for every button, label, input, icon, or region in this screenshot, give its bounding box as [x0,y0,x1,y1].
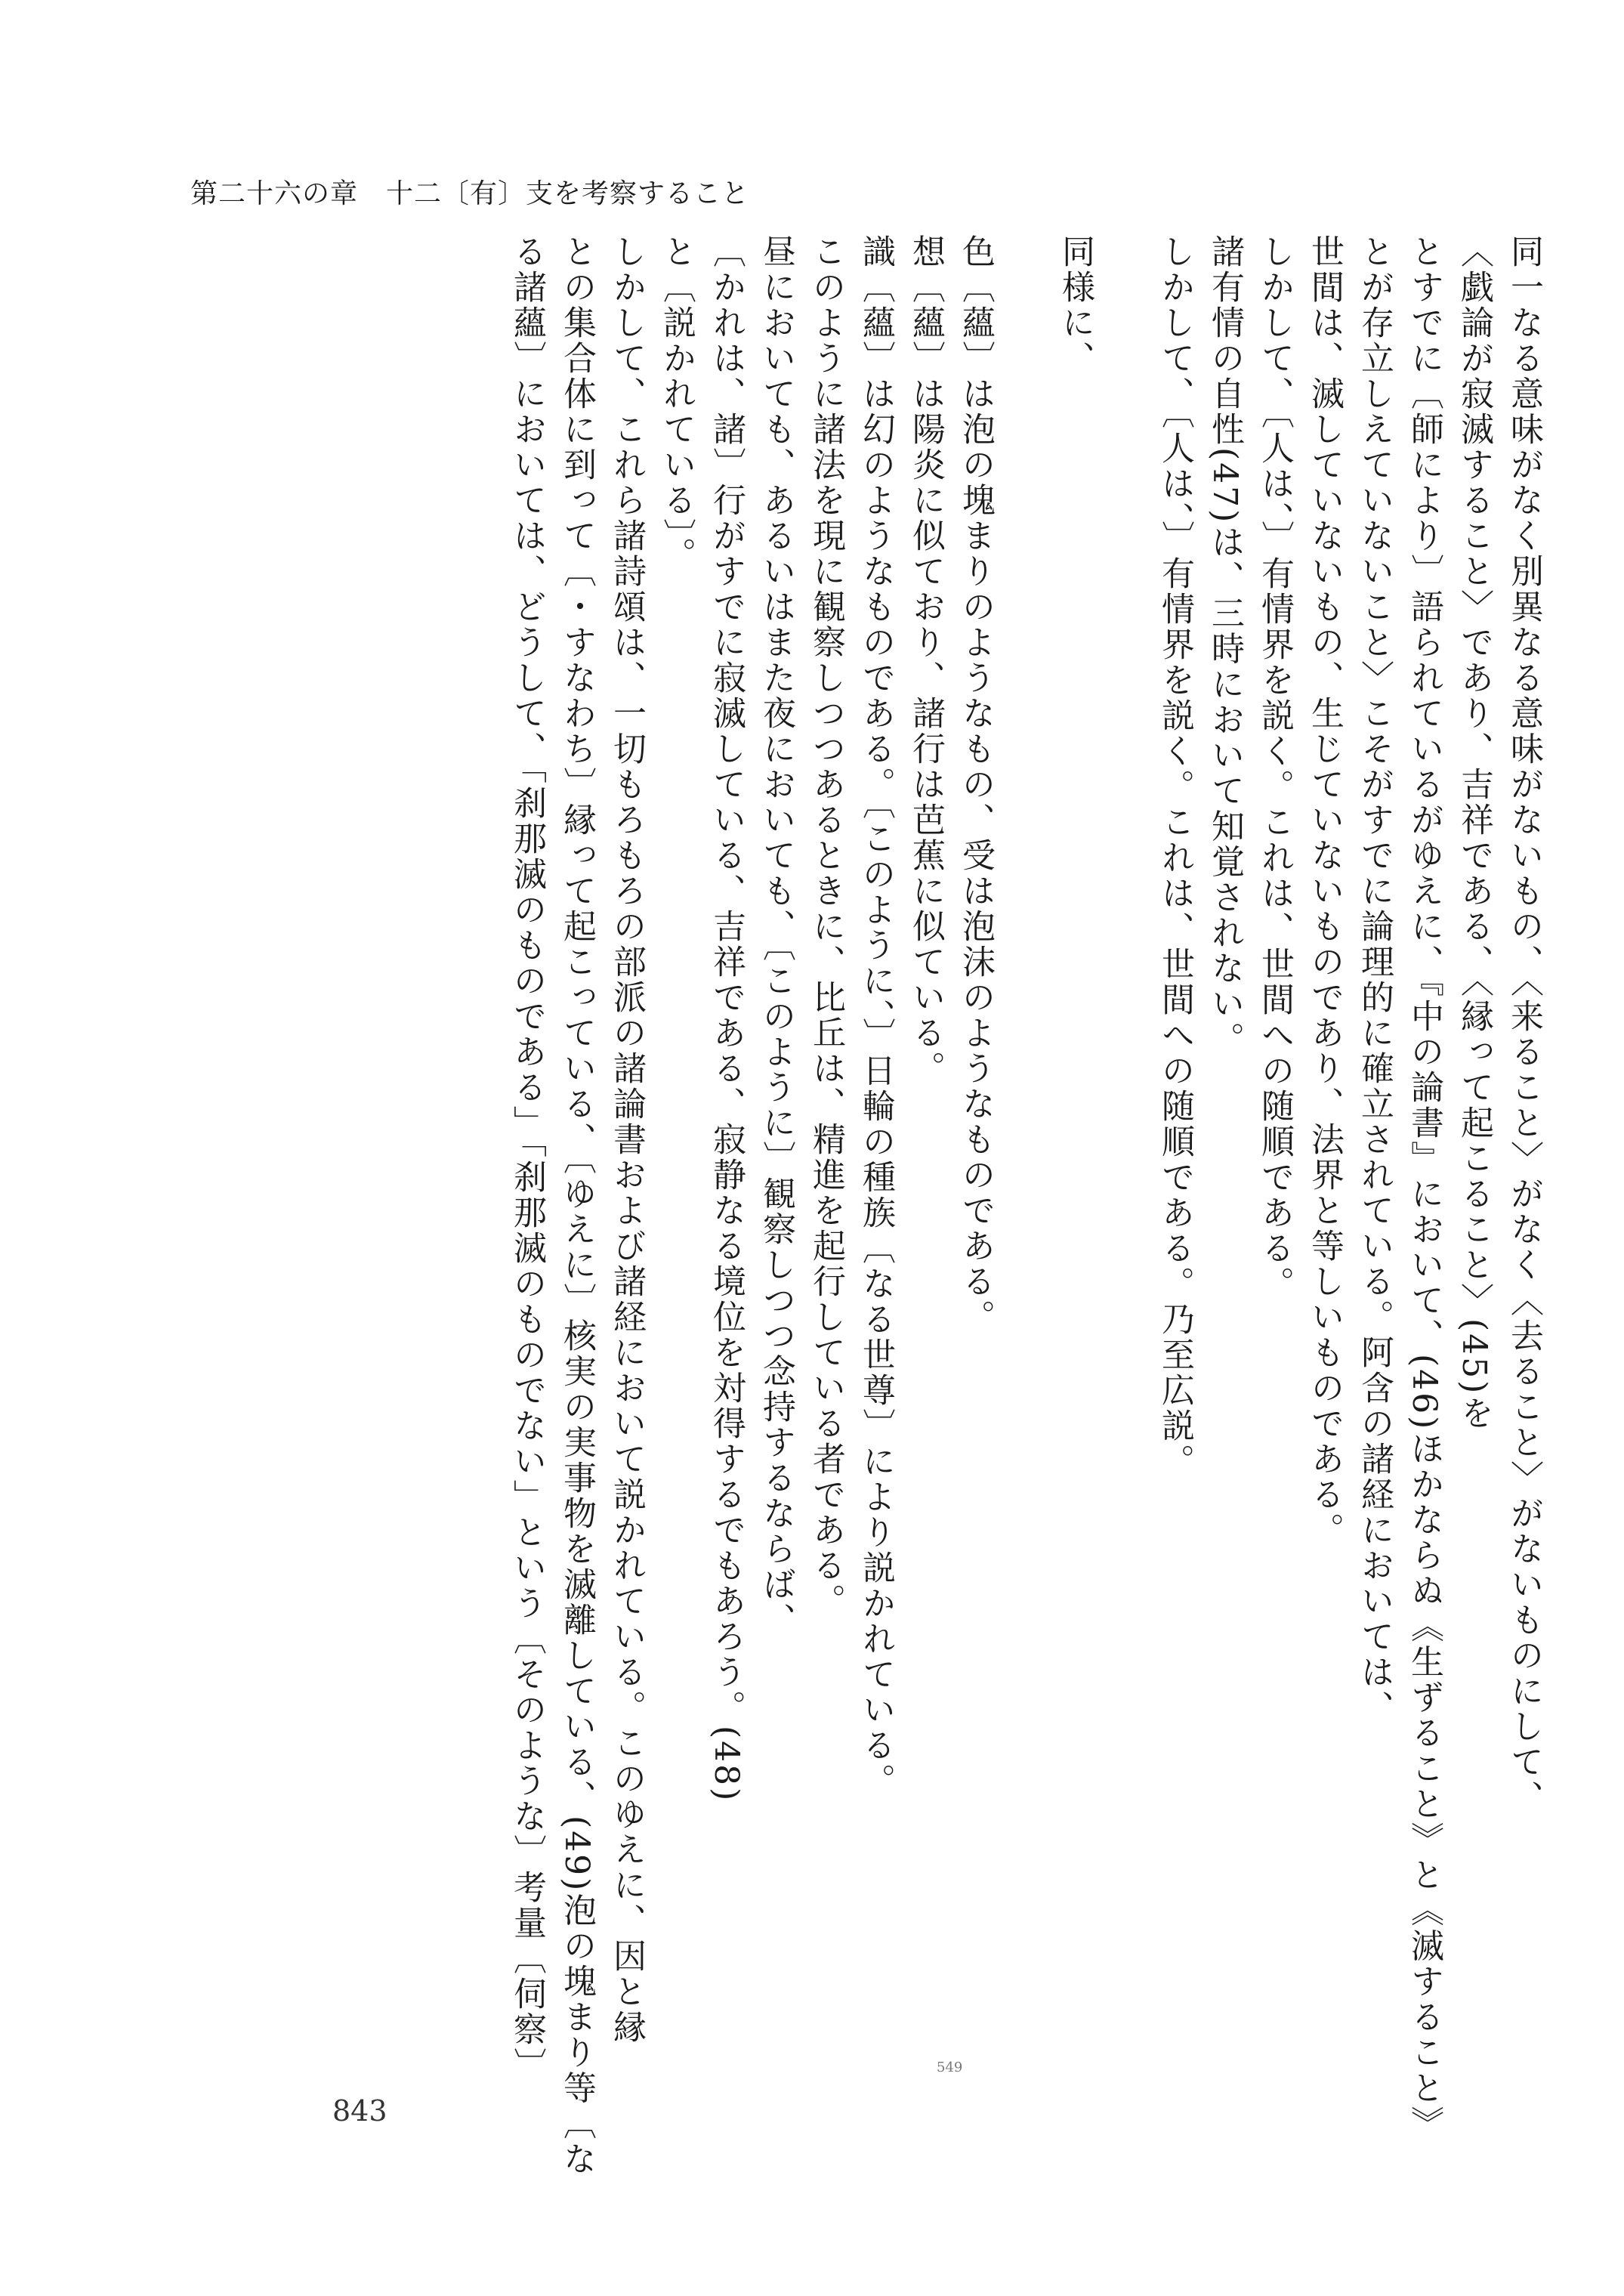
text-line: しかして、〔人は、〕有情界を説く。これは、世間への随順である。乃至広説。 [1156,234,1194,1479]
text-line: と〔説かれている〕。 [657,234,696,573]
text-line: 世間は、滅していないもの、生じていないものであり、法界と等しいものである。 [1305,234,1344,1548]
text-line: とが存立しえていないこと〉こそがすでに論理的に確立されている。阿含の諸経においては、 [1355,234,1394,1726]
running-head: 第二十六の章 十二〔有〕支を考察すること [190,178,750,209]
verse-line: 識〔蘊〕は幻のようなものである。〔このように、〕日輪の種族〔なる世尊〕により説かれている。 [857,234,895,1799]
verse-line: 想〔蘊〕は陽炎に似ており、諸行は芭蕉に似ている。 [906,234,945,1086]
page-number: 843 [332,2094,387,2128]
verse-line: 色〔蘊〕は泡の塊まりのようなもの、受は泡沫のようなものである。 [956,234,995,1335]
verse-line: このように諸法を現に観察しつつあるときに、比丘は、精進を起行している者である。 [807,234,845,1619]
text-line: 同様に、 [1056,234,1095,376]
text-line: しかして、〔人は、〕有情界を説く。これは、世間への随順である。 [1255,234,1294,1302]
text-line: 〈戯論が寂滅すること〉であり、吉祥である、〈縁って起こること〉(45)を [1455,234,1493,1432]
text-line: との集合体に到って〔・すなわち〕縁って起こっている、〔ゆえに〕核実の実事物を滅離している、(49)泡の塊まり等〔な [557,234,596,2177]
text-line: 同一なる意味がなく別異なる意味がないもの、〈来ること〉がなく〈去ること〉がないものにして、 [1505,234,1543,1815]
body-text [502,234,1548,2177]
text-line: 諸有情の自性(47)は、三時において知覚されない。 [1206,234,1244,1058]
scan-mark: 549 [937,2060,963,2075]
verse-line: 〔かれは、諸〕行がすでに寂滅している、吉祥である、寂静なる境位を対得するでもあろう。(48) [707,234,746,1803]
text-line: る諸蘊〕においては、どうして、「刹那滅のものである」「刹那滅のものでない」という〔そのような〕考量〔伺察〕 [508,234,546,2083]
text-line: とすでに〔師により〕語られているがゆえに、『中の論書』において、(46)ほかならぬ《生ずること》と《滅すること》 [1405,234,1443,2142]
verse-line: 昼においても、あるいはまた夜においても、〔このように〕観察しつつ念持するならば、 [757,234,795,1638]
text-line: しかして、これら諸詩頌は、一切もろもろの部派の諸論書および諸経において説かれている。このゆえに、因と縁 [607,234,646,2045]
